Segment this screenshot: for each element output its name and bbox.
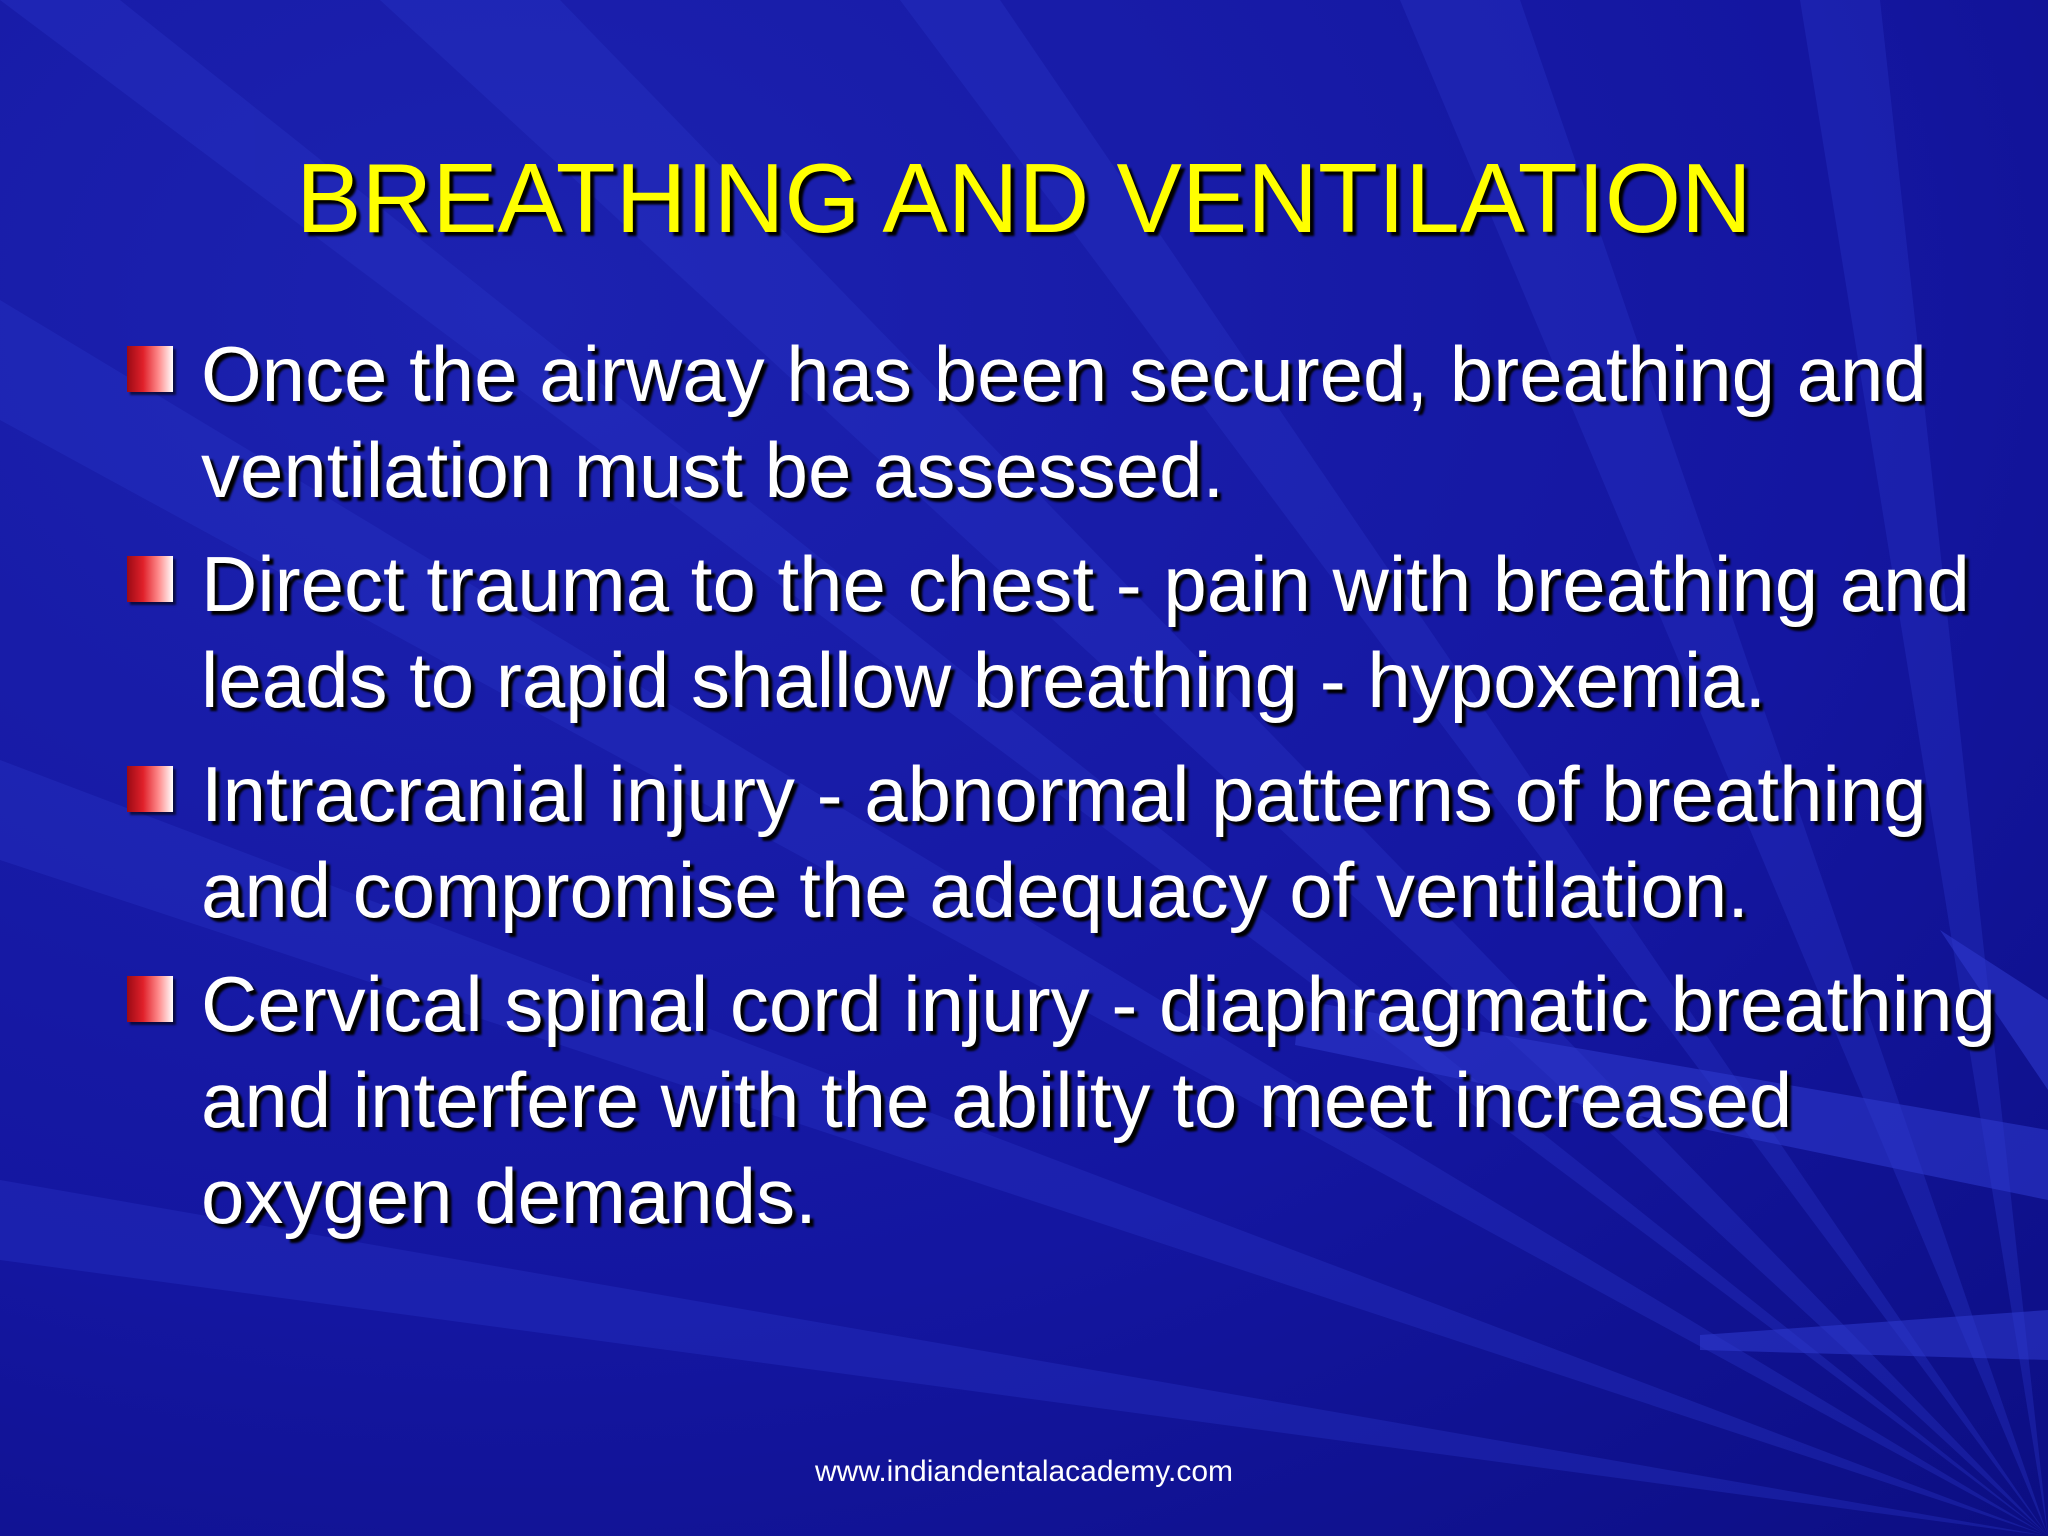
bullet-item <box>127 956 2007 1244</box>
bullet-text: Intracranial injury - abnormal patterns of breathing and compromise the adequacy of ventilation. <box>201 750 1927 934</box>
bullet-text: Cervical spinal cord injury - diaphragmatic breathing and interfere with the ability to meet increased oxygen demands. <box>201 960 1996 1240</box>
footer-url: www.indiandentalacademy.com <box>815 1455 1233 1488</box>
bullet-item <box>127 746 2007 938</box>
square-bullet-icon <box>127 976 173 1022</box>
bullet-item <box>127 326 2007 518</box>
square-bullet-icon <box>127 346 173 392</box>
bullet-text: Direct trauma to the chest - pain with breathing and leads to rapid shallow breathing - hypoxemia. <box>201 540 1970 724</box>
slide-title: BREATHING AND VENTILATION <box>296 143 1752 253</box>
bullet-list <box>127 326 2007 1262</box>
bullet-text: Once the airway has been secured, breathing and ventilation must be assessed. <box>201 330 1927 514</box>
square-bullet-icon <box>127 766 173 812</box>
bullet-item <box>127 536 2007 728</box>
square-bullet-icon <box>127 556 173 602</box>
